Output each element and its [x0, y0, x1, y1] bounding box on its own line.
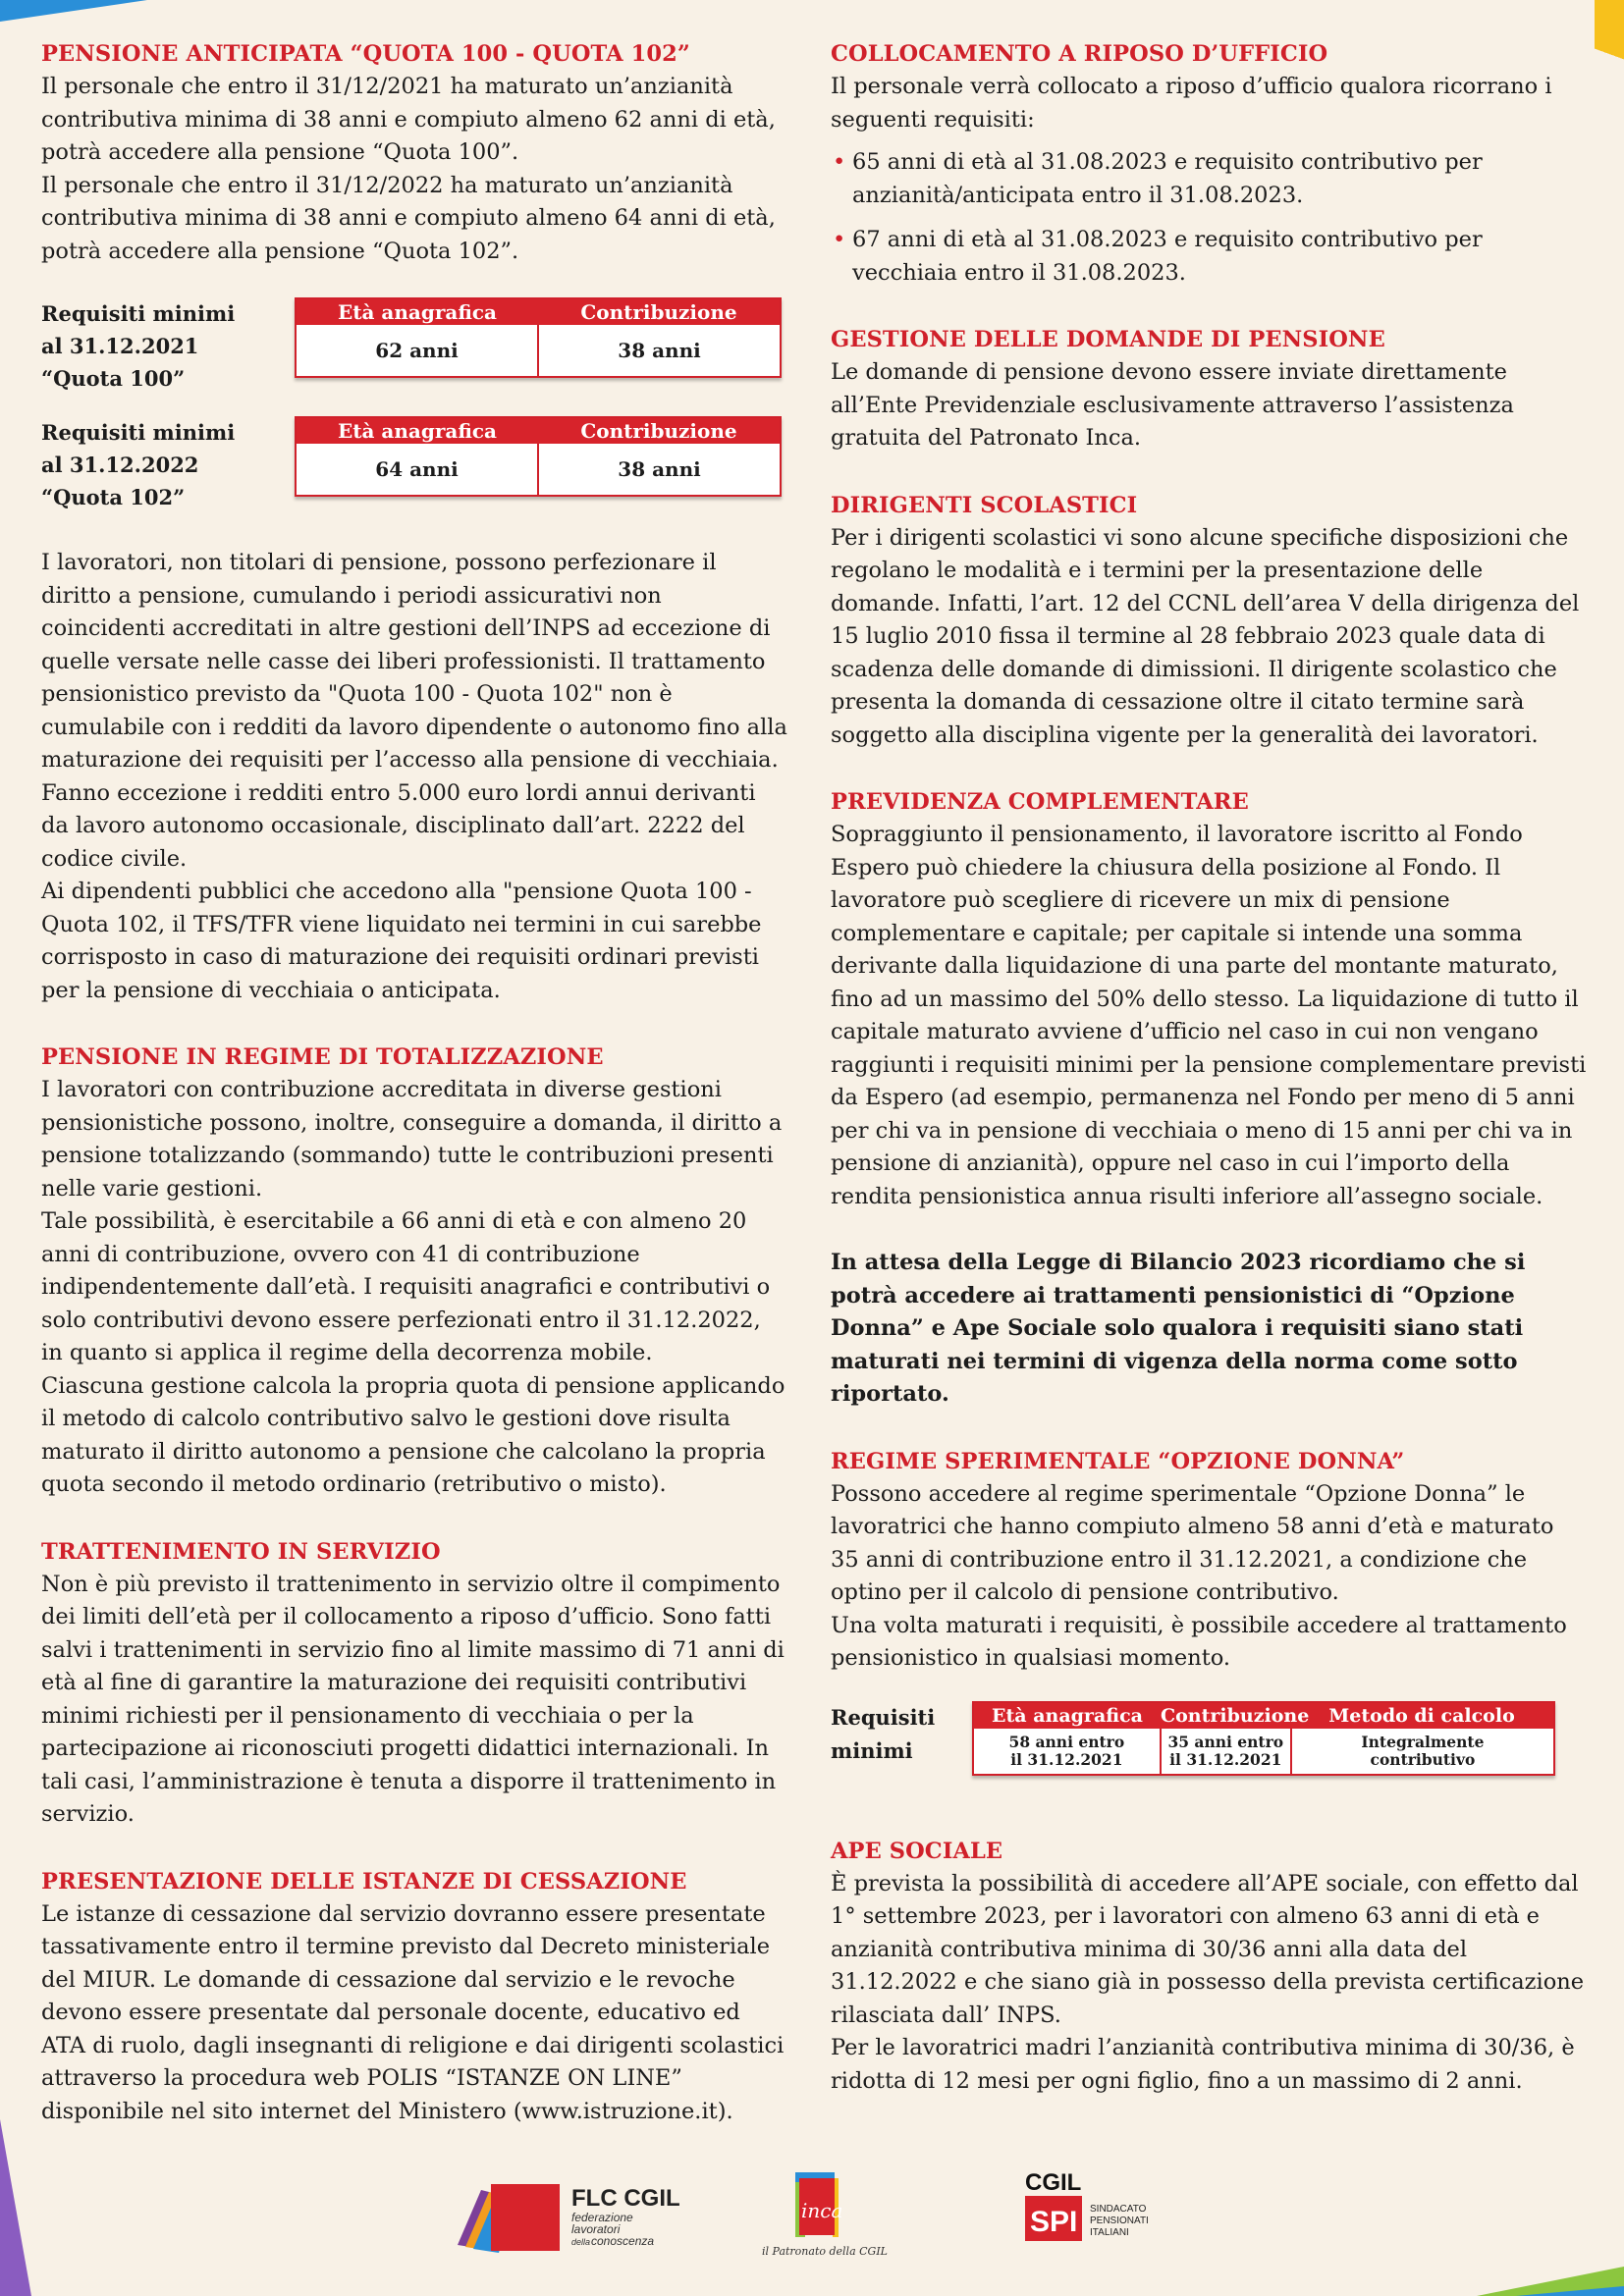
header-contribution: Contribuzione	[580, 300, 737, 324]
flc-sub: della	[571, 2237, 591, 2247]
label-line: minimi	[831, 1737, 913, 1763]
paragraph: Le istanze di cessazione dal servizio dovranno essere presentate tassativamente entro il termine previsto dal Decreto ministeriale del MIUR. Le domande di cessazione dal servizio e le revoche devono essere presentate dal personale docente, educativo ed ATA di ruolo, dagli insegnanti di religione e dai dirigenti scolastici attraverso la procedura web POLIS “ISTANZE ON LINE” disponibile nel sito internet del Ministero (www.istruzione.it).	[41, 1900, 785, 2124]
label-line: al 31.12.2022	[41, 453, 199, 477]
list-item-text: 65 anni di età al 31.08.2023 e requisito contributivo per anzianità/anticipata entro il 31.08.2023.	[852, 149, 1483, 208]
cgil-spi-mark-icon	[1021, 2164, 1188, 2263]
cell-line: il 31.12.2021	[1169, 1749, 1282, 1769]
flc-name: FLC CGIL	[571, 2185, 680, 2212]
table-row	[297, 444, 780, 495]
paragraph: I lavoratori con contribuzione accreditata in diverse gestioni pensionistiche possono, inoltre, conseguire a domanda, il diritto a pensione totalizzando (sommando) tutte le contribuzioni presenti nelle varie gestioni.	[41, 1077, 783, 1201]
spi-sub: SINDACATO	[1090, 2204, 1147, 2215]
paragraph: Per i dirigenti scolastici vi sono alcune specifiche disposizioni che regolano le modalità e i termini per la presentazione delle domande. Infatti, l’art. 12 del CCNL dell’area V della dirigenza del 15 luglio 2010 fissa il termine al 28 febbraio 2023 quale data di scadenza delle domande di dimissioni. Il dirigente scolastico che presenta la domanda di cessazione oltre il citato termine sarà soggetto alla disciplina vigente per la generalità dei lavoratori.	[831, 524, 1580, 748]
section-title: REGIME SPERIMENTALE “OPZIONE DONNA”	[831, 1448, 1405, 1474]
table-row	[974, 1729, 1553, 1774]
header-age: Età anagrafica	[337, 419, 498, 443]
label-line: Requisiti	[831, 1704, 936, 1730]
header-age: Età anagrafica	[337, 300, 498, 324]
requirements-table	[972, 1701, 1555, 1776]
flc-sub: conoscenza	[591, 2234, 655, 2248]
paragraph: Ai dipendenti pubblici che accedono alla "pensione Quota 100 - Quota 102, il TFS/TFR viene liquidato nei termini in cui sarebbe corrisposto in caso di maturazione dei requisiti ordinari previsti per la pensione di vecchiaia o anticipata.	[41, 879, 762, 1003]
cell-line: 58 anni entro	[1008, 1732, 1125, 1751]
bullet-list	[831, 146, 1587, 290]
cell-contribution	[1160, 1729, 1290, 1774]
spi-sub: ITALIANI	[1090, 2227, 1129, 2238]
header-method: Metodo di calcolo	[1328, 1704, 1515, 1727]
label-line: “Quota 100”	[41, 366, 186, 391]
inca-logo	[756, 2168, 913, 2270]
section-title: GESTIONE DELLE DOMANDE DI PENSIONE	[831, 327, 1385, 352]
section-trattenimento	[41, 1535, 787, 1832]
paragraph: Possono accedere al regime sperimentale “Opzione Donna” le lavoratrici che hanno compiuto almeno 58 anni d’età e maturato 35 anni di contribuzione entro il 31.12.2021, a condizione che optino per il calcolo di pensione contributivo.	[831, 1480, 1554, 1605]
cell-age: 62 anni	[375, 339, 459, 362]
footer-logos	[0, 2125, 1624, 2296]
section-title: PENSIONE IN REGIME DI TOTALIZZAZIONE	[41, 1044, 604, 1070]
label-line: Requisiti minimi	[41, 301, 236, 326]
inca-mark-icon	[756, 2168, 913, 2267]
inca-word: inca	[801, 2199, 843, 2222]
spi-sub: PENSIONATI	[1090, 2216, 1149, 2226]
section-gestione	[831, 323, 1587, 455]
corner-stripe-yellow	[1595, 0, 1624, 108]
label-line: “Quota 102”	[41, 485, 186, 509]
cell-line: il 31.12.2021	[1010, 1749, 1123, 1769]
section-title: PREVIDENZA COMPLEMENTARE	[831, 789, 1249, 815]
list-item	[831, 146, 1587, 212]
paragraph: Ciascuna gestione calcola la propria quota di pensione applicando il metodo di calcolo contributivo salvo le gestioni dove risulta maturato il diritto autonomo a pensione che calcolano la propria quota secondo il metodo ordinario (retributivo o misto).	[41, 1372, 785, 1497]
flc-sub: federazione	[571, 2211, 633, 2224]
bullet-icon: •	[833, 227, 846, 252]
section-opzione-donna	[831, 1445, 1587, 1776]
section-title: DIRIGENTI SCOLASTICI	[831, 492, 1138, 518]
requirements-label	[41, 297, 295, 395]
paragraph: Non è più previsto il trattenimento in servizio oltre il compimento dei limiti dell’età per il collocamento a riposo d’ufficio. Sono fatti salvi i trattenimenti in servizio fino al limite massimo di 71 anni di età al fine di garantire la maturazione dei requisiti contributivi minimi richiesti per il pensionamento di vecchiaia o per la partecipazione ai riconosciuti progetti didattici internazionali. In tali casi, l’amministrazione è tenuta a disporre il trattenimento in servizio.	[41, 1571, 785, 1827]
section-istanze	[41, 1865, 787, 2129]
section-title: APE SOCIALE	[831, 1838, 1003, 1864]
cell-contribution: 38 anni	[537, 325, 780, 376]
cell-age	[974, 1729, 1160, 1774]
requirements-quota-100	[41, 297, 787, 395]
right-column	[831, 37, 1587, 2131]
requirements-label	[41, 416, 295, 513]
list-item-text: 67 anni di età al 31.08.2023 e requisito contributivo per vecchiaia entro il 31.08.2023.	[852, 227, 1483, 286]
header-contribution: Contribuzione	[1161, 1704, 1310, 1727]
requirements-quota-102	[41, 416, 787, 513]
cgil-spi-logo	[1021, 2164, 1188, 2267]
paragraph: Sopraggiunto il pensionamento, il lavoratore iscritto al Fondo Espero può chiedere la chiusura della posizione al Fondo. Il lavoratore può scegliere di ricevere un mix di pensione complementare e capitale; per capitale si intende una somma derivante dalla liquidazione di una parte del montante maturato, fino ad un massimo del 50% dello stesso. La liquidazione di tutto il capitale maturato avviene d’ufficio nel caso in cui non vengano raggiunti i requisiti minimi per la pensione complementare previsti da Espero (ad esempio, permanenza nel Fondo per meno di 5 anni per chi va in pensione di vecchiaia o meno di 15 anni per chi va in pensione di anzianità), oppure nel caso in cui l’importo della rendita pensionistica annua risulti inferiore all’assegno sociale.	[831, 822, 1587, 1209]
table-header	[974, 1703, 1553, 1729]
section-collocamento	[831, 37, 1587, 290]
list-item	[831, 224, 1587, 290]
paragraph: È prevista la possibilità di accedere all’APE sociale, con effetto dal 1° settembre 2023, per i lavoratori con almeno 63 anni di età e anzianità contributiva minima di 30/36 anni alla data del 31.12.2022 e che siano già in possesso della prevista certificazione rilasciata dall’ INPS.	[831, 1870, 1585, 2028]
paragraph: Il personale che entro il 31/12/2022 ha maturato un’anzianità contributiva minima di 38 anni e compiuto almeno 64 anni di età, potrà accedere alla pensione “Quota 102”.	[41, 172, 776, 264]
requirements-label	[831, 1701, 972, 1768]
section-title: PRESENTAZIONE DELLE ISTANZE DI CESSAZIONE	[41, 1868, 687, 1895]
paragraph: Tale possibilità, è esercitabile a 66 anni di età e con almeno 20 anni di contribuzione, ovvero con 41 di contribuzione indipendentemente dall’età. I requisiti anagrafici e contributivi o solo contributivi devono essere perfezionati entro il 31.12.2022, in quanto si applica il regime della decorrenza mobile.	[41, 1208, 771, 1365]
cell-method	[1290, 1729, 1553, 1774]
paragraph: Le domande di pensione devono essere inviate direttamente all’Ente Previdenziale esclusivamente attraverso l’assistenza gratuita del Patronato Inca.	[831, 359, 1514, 451]
table-row	[297, 325, 780, 376]
paragraph: Per le lavoratrici madri l’anzianità contributiva minima di 30/36, è ridotta di 12 mesi per ogni figlio, fino a un massimo di 2 anni.	[831, 2035, 1575, 2094]
section-ape-sociale	[831, 1835, 1587, 2099]
cgil-word: CGIL	[1025, 2169, 1082, 2196]
paragraph: I lavoratori, non titolari di pensione, possono perfezionare il diritto a pensione, cumulando i periodi assicurativi non coincidenti accreditati in altre gestioni dell’INPS ad eccezione di quelle versate nelle casse dei liberi professionisti. Il trattamento pensionistico previsto da "Quota 100 - Quota 102" non è cumulabile con i redditi da lavoro dipendente o autonomo fino alla maturazione dei requisiti per l’accesso alla pensione di vecchiaia. Fanno eccezione i redditi entro 5.000 euro lordi annui derivanti da lavoro autonomo occasionale, disciplinato dall’art. 2222 del codice civile.	[41, 550, 787, 872]
cell-line: Integralmente	[1361, 1732, 1485, 1751]
section-title: PENSIONE ANTICIPATA “QUOTA 100 - QUOTA 102”	[41, 41, 690, 67]
label-line: Requisiti minimi	[41, 420, 236, 445]
cell-line: contributivo	[1370, 1749, 1476, 1769]
cell-line: 35 anni entro	[1167, 1732, 1284, 1751]
section-previdenza	[831, 785, 1587, 1213]
corner-stripe-blue	[0, 0, 147, 22]
left-column	[41, 37, 787, 2162]
section-title: TRATTENIMENTO IN SERVIZIO	[41, 1538, 441, 1565]
requirements-table	[295, 416, 782, 497]
requirements-opzione-donna	[831, 1701, 1587, 1776]
flc-cgil-mark-icon	[454, 2176, 689, 2255]
table-header	[297, 418, 780, 444]
spi-word: SPI	[1030, 2206, 1078, 2238]
header-age: Età anagrafica	[992, 1704, 1143, 1727]
section-dirigenti	[831, 489, 1587, 753]
paragraph: Il personale verrà collocato a riposo d’ufficio qualora ricorrano i seguenti requisiti:	[831, 74, 1552, 133]
header-contribution: Contribuzione	[580, 419, 737, 443]
cell-contribution: 38 anni	[537, 444, 780, 495]
paragraph: Una volta maturati i requisiti, è possibile accedere al trattamento pensionistico in qualsiasi momento.	[831, 1612, 1567, 1671]
section-totalizzazione	[41, 1041, 787, 1502]
flc-cgil-logo	[454, 2176, 689, 2259]
bold-notice: In attesa della Legge di Bilancio 2023 ricordiamo che si potrà accedere ai trattamenti pensionistici di “Opzione Donna” e Ape Sociale solo qualora i requisiti siano stati maturati nei termini di vigenza della norma come sotto riportato.	[831, 1250, 1526, 1407]
section-title: COLLOCAMENTO A RIPOSO D’UFFICIO	[831, 41, 1328, 67]
section-quota-100-102	[41, 37, 787, 1007]
bullet-icon: •	[833, 149, 846, 175]
flc-sub: lavoratori	[571, 2222, 621, 2236]
table-header	[297, 299, 780, 325]
inca-tagline: il Patronato della CGIL	[762, 2245, 888, 2258]
cell-age: 64 anni	[375, 457, 459, 481]
section-note-bilancio	[831, 1247, 1587, 1412]
paragraph: Il personale che entro il 31/12/2021 ha maturato un’anzianità contributiva minima di 38 anni e compiuto almeno 62 anni di età, potrà accedere alla pensione “Quota 100”.	[41, 74, 776, 165]
label-line: al 31.12.2021	[41, 334, 199, 358]
requirements-table	[295, 297, 782, 378]
